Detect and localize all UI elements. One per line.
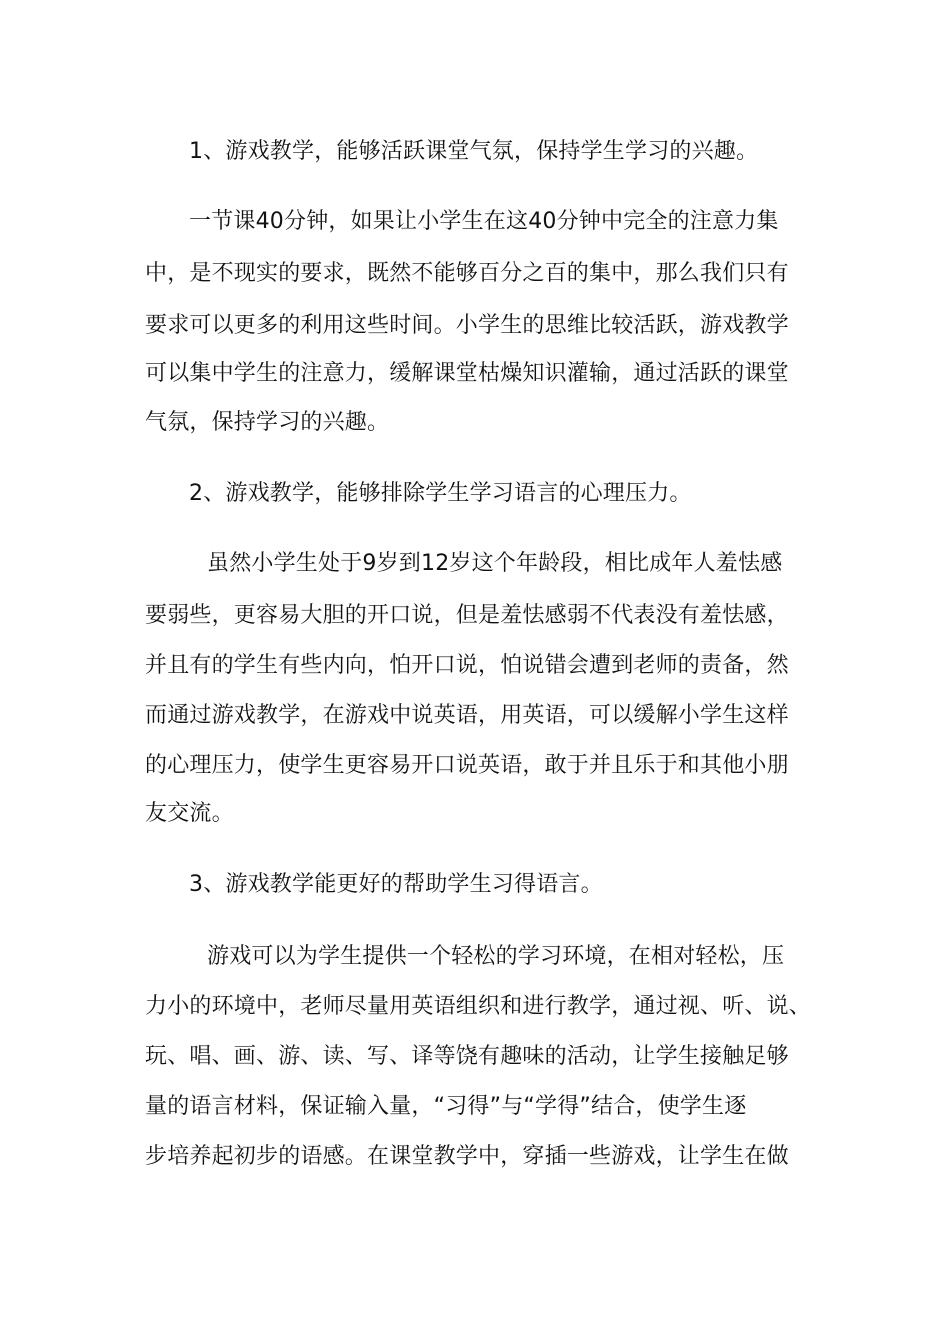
paragraph-line: 而通过游戏教学，在游戏中说英语，用英语，可以缓解小学生这样 <box>145 703 789 728</box>
paragraph-line: 要求可以更多的利用这些时间。小学生的思维比较活跃，游戏教学 <box>145 313 789 338</box>
section-heading-3: 3、游戏教学能更好的帮助学生习得语言。 <box>189 872 603 897</box>
paragraph-line: 虽然小学生处于9岁到12岁这个年龄段，相比成年人羞怯感 <box>207 551 783 576</box>
paragraph-line: 并且有的学生有些内向，怕开口说，怕说错会遭到老师的责备，然 <box>145 653 789 678</box>
paragraph-line: 友交流。 <box>145 801 234 826</box>
paragraph-line: 步培养起初步的语感。在课堂教学中，穿插一些游戏，让学生在做 <box>145 1144 789 1169</box>
section-heading-1: 1、游戏教学，能够活跃课堂气氛，保持学生学习的兴趣。 <box>189 139 759 164</box>
paragraph-line: 气氛，保持学习的兴趣。 <box>145 410 390 435</box>
paragraph-line: 中，是不现实的要求，既然不能够百分之百的集中，那么我们只有 <box>145 261 789 286</box>
paragraph-line: 玩、唱、画、游、读、写、译等饶有趣味的活动，让学生接触足够 <box>145 1044 789 1069</box>
paragraph-line: 一节课40分钟，如果让小学生在这40分钟中完全的注意力集 <box>189 209 779 234</box>
paragraph-line: 要弱些，更容易大胆的开口说，但是羞怯感弱不代表没有羞怯感， <box>145 603 789 628</box>
paragraph-line: 游戏可以为学生提供一个轻松的学习环境，在相对轻松，压 <box>207 944 785 969</box>
paragraph-line: 力小的环境中，老师尽量用英语组织和进行教学，通过视、听、说、 <box>145 994 812 1019</box>
paragraph-line: 量的语言材料，保证输入量，“习得”与“学得”结合，使学生逐 <box>145 1094 747 1119</box>
paragraph-line: 的心理压力，使学生更容易开口说英语，敢于并且乐于和其他小朋 <box>145 753 789 778</box>
section-heading-2: 2、游戏教学，能够排除学生学习语言的心理压力。 <box>189 481 692 506</box>
paragraph-line: 可以集中学生的注意力，缓解课堂枯燥知识灌输，通过活跃的课堂 <box>145 361 789 386</box>
